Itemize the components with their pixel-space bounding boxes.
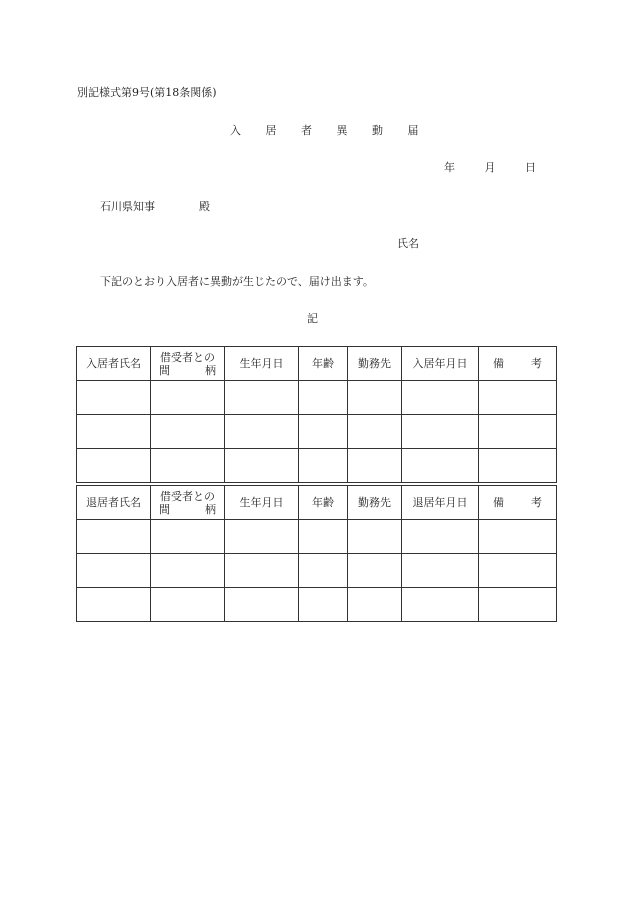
header-move-in-date: 入居年月日: [402, 347, 479, 381]
applicant-name-label: 氏名: [397, 237, 419, 250]
table-row: [77, 520, 557, 554]
table-row: [77, 554, 557, 588]
table-cell[interactable]: [151, 415, 225, 449]
addressee-honorific: 殿: [199, 200, 210, 213]
header-remarks-char: 考: [531, 496, 542, 509]
table-cell[interactable]: [77, 415, 151, 449]
header-age: 年齢: [299, 347, 348, 381]
form-reference: 別記様式第9号(第18条関係): [77, 86, 217, 99]
document-title: [230, 122, 420, 138]
date-line: [444, 159, 536, 175]
table-cell[interactable]: [77, 381, 151, 415]
table-cell[interactable]: [402, 415, 479, 449]
header-mover-name: 退居者氏名: [77, 486, 151, 520]
title-char: 異: [336, 124, 349, 137]
table-cell[interactable]: [479, 520, 557, 554]
table-cell[interactable]: [299, 520, 348, 554]
header-relation-char: 間: [159, 502, 170, 516]
header-relation-char: 柄: [205, 363, 216, 377]
header-relation-char: 間: [159, 363, 170, 377]
statement-text: 下記のとおり入居者に異動が生じたので、届け出ます。: [100, 275, 374, 288]
table-cell[interactable]: [479, 381, 557, 415]
table-cell[interactable]: [348, 554, 402, 588]
table-cell[interactable]: [402, 381, 479, 415]
title-char: 動: [372, 124, 384, 137]
table-cell[interactable]: [77, 588, 151, 622]
table-cell[interactable]: [299, 449, 348, 483]
title-char: 届: [407, 124, 420, 137]
header-relation-line1: 借受者との: [160, 489, 215, 503]
table-header-row: [77, 347, 557, 381]
header-remarks: [479, 486, 557, 520]
date-day-label: 日: [525, 161, 536, 174]
header-mover-name: 入居者氏名: [77, 347, 151, 381]
header-remarks-char: 備: [493, 357, 504, 370]
table-cell[interactable]: [479, 588, 557, 622]
table-cell[interactable]: [225, 588, 299, 622]
header-relation: [151, 486, 225, 520]
header-relation-line2: [151, 364, 224, 377]
table-cell[interactable]: [348, 588, 402, 622]
addressee: [100, 198, 210, 214]
table-row: [77, 381, 557, 415]
header-remarks: [479, 347, 557, 381]
table-cell[interactable]: [299, 415, 348, 449]
table-cell[interactable]: [402, 588, 479, 622]
table-cell[interactable]: [225, 415, 299, 449]
addressee-name: 石川県知事: [100, 200, 155, 213]
table-cell[interactable]: [348, 381, 402, 415]
table-cell[interactable]: [299, 588, 348, 622]
header-relation: [151, 347, 225, 381]
table-cell[interactable]: [348, 520, 402, 554]
title-char: 入: [230, 124, 242, 137]
table-cell[interactable]: [77, 449, 151, 483]
date-month-label: 月: [484, 161, 496, 174]
move-out-table: [76, 485, 557, 622]
table-cell[interactable]: [225, 381, 299, 415]
title-char: 者: [301, 124, 313, 137]
header-workplace: 勤務先: [348, 486, 402, 520]
header-birthdate: 生年月日: [225, 347, 299, 381]
header-age: 年齢: [299, 486, 348, 520]
header-workplace: 勤務先: [348, 347, 402, 381]
table-header-row: [77, 486, 557, 520]
table-cell[interactable]: [77, 520, 151, 554]
table-cell[interactable]: [348, 415, 402, 449]
table-cell[interactable]: [225, 554, 299, 588]
header-relation-line1: 借受者との: [160, 350, 215, 364]
ki-label: 記: [307, 312, 318, 325]
table-cell[interactable]: [402, 554, 479, 588]
move-in-table: [76, 346, 557, 483]
table-cell[interactable]: [479, 415, 557, 449]
header-relation-char: 柄: [205, 502, 216, 516]
header-relation-line2: [151, 503, 224, 516]
table-cell[interactable]: [402, 520, 479, 554]
header-birthdate: 生年月日: [225, 486, 299, 520]
date-year-label: 年: [444, 161, 455, 174]
table-cell[interactable]: [299, 381, 348, 415]
table-cell[interactable]: [225, 449, 299, 483]
table-row: [77, 588, 557, 622]
table-cell[interactable]: [151, 588, 225, 622]
table-row: [77, 449, 557, 483]
table-cell[interactable]: [151, 381, 225, 415]
header-move-out-date: 退居年月日: [402, 486, 479, 520]
table-cell[interactable]: [77, 554, 151, 588]
table-cell[interactable]: [348, 449, 402, 483]
table-cell[interactable]: [151, 520, 225, 554]
table-cell[interactable]: [402, 449, 479, 483]
table-cell[interactable]: [151, 449, 225, 483]
table-cell[interactable]: [299, 554, 348, 588]
table-cell[interactable]: [225, 520, 299, 554]
header-remarks-char: 備: [493, 496, 504, 509]
table-row: [77, 415, 557, 449]
header-remarks-char: 考: [531, 357, 542, 370]
title-char: 居: [265, 124, 278, 137]
table-cell[interactable]: [151, 554, 225, 588]
table-cell[interactable]: [479, 449, 557, 483]
table-cell[interactable]: [479, 554, 557, 588]
